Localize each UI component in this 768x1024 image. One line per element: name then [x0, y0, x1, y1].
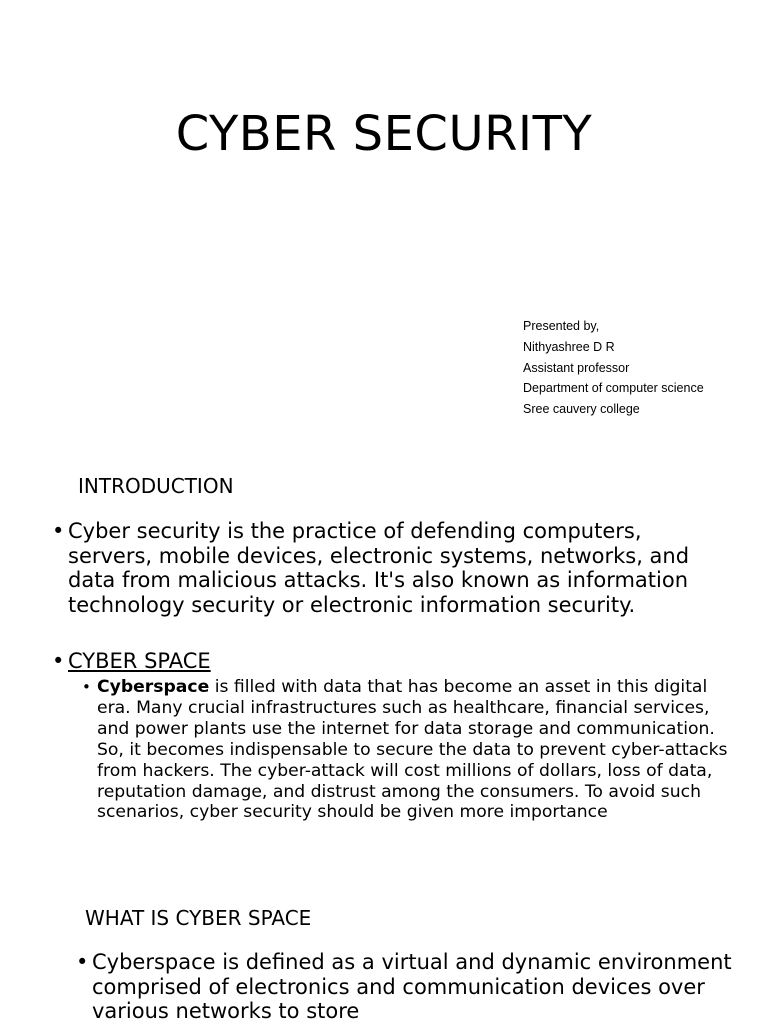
- presenter-label: Presented by,: [523, 319, 600, 333]
- what-is-bullet-text: Cyberspace is defined as a virtual and dynamic environment comprised of electronics and communication devices over various networks to store: [92, 950, 732, 1023]
- cyber-space-bullet: [52, 649, 728, 674]
- cyber-space-label: CYBER SPACE: [68, 649, 211, 673]
- page-title: CYBER SECURITY: [175, 106, 593, 162]
- sub-bullet-marker: •: [82, 678, 91, 696]
- what-is-cyber-space-heading: WHAT IS CYBER SPACE: [85, 906, 312, 930]
- presenter-college: Sree cauvery college: [523, 402, 640, 417]
- presenter-role: Assistant professor: [523, 360, 630, 375]
- cyberspace-description: is filled with data that has become an asset in this digital era. Many crucial infrastructures such as healthcare, financial services, and power plants use the internet for data storage and communication. So, it becomes indispensable to secure the data to prevent cyber-attacks from hackers. The cyber-attack will cost millions of dollars, loss of data, reputation damage, and distrust among the consumers. To avoid such scenarios, cyber security should be given more importance: [97, 677, 728, 823]
- bullet-marker: •: [52, 519, 65, 543]
- presenter-department: Department of computer science: [523, 381, 704, 396]
- presenter-info: [523, 316, 763, 420]
- bullet-marker: •: [52, 649, 65, 673]
- introduction-heading: INTRODUCTION: [78, 474, 234, 498]
- bullet-marker: •: [76, 950, 89, 974]
- intro-bullet-text: Cyber security is the practice of defending computers, servers, mobile devices, electronic systems, networks, and data from malicious attacks. It's also known as information technology security or electronic information security.: [68, 519, 690, 617]
- presenter-name: Nithyashree D R: [523, 339, 615, 354]
- cyber-space-sub-bullet: [82, 677, 737, 823]
- cyberspace-term: Cyberspace: [97, 677, 210, 697]
- what-is-bullet: [76, 950, 752, 1024]
- intro-bullet: [52, 519, 728, 617]
